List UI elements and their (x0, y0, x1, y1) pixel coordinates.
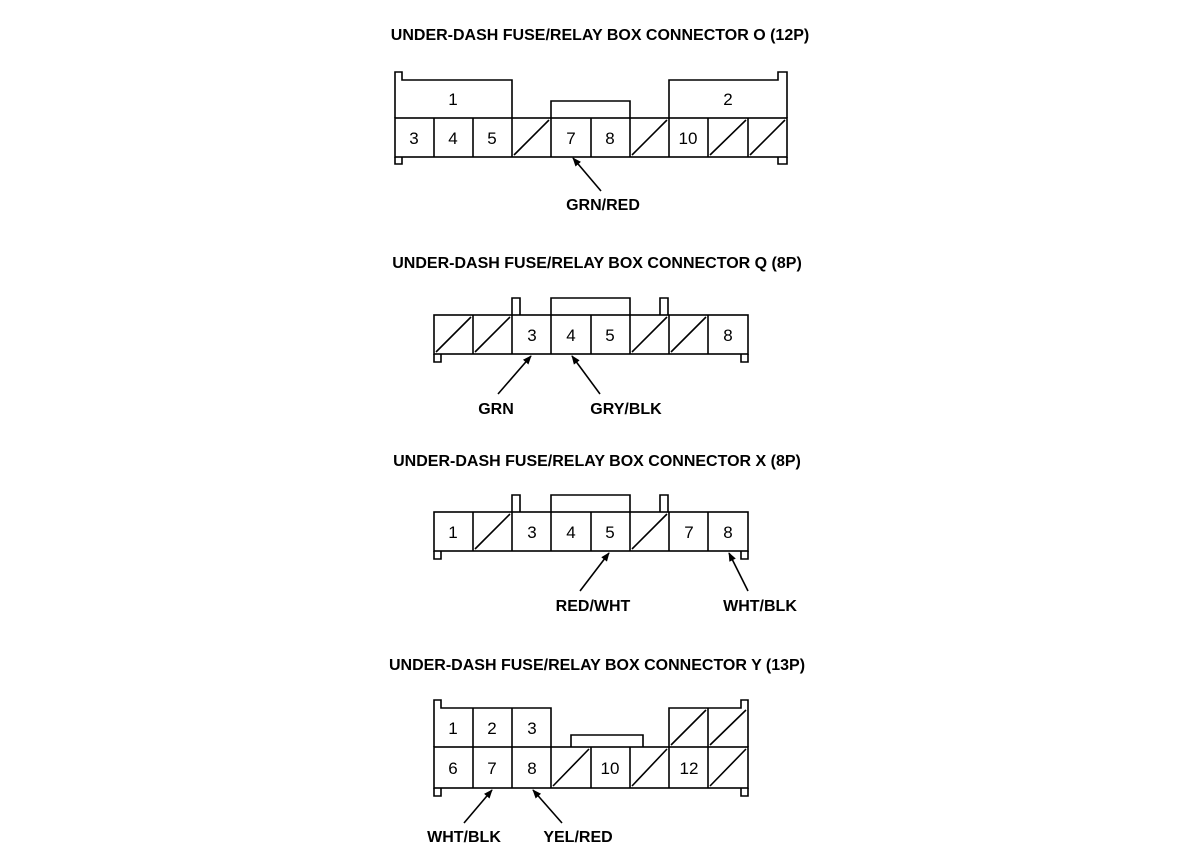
wire-arrow (573, 158, 601, 191)
wire-label: YEL/RED (543, 829, 613, 846)
pin-label: 7 (684, 523, 694, 542)
pin-label: 7 (487, 759, 497, 778)
pin-label: 3 (527, 719, 537, 738)
wire-label: WHT/BLK (723, 598, 797, 615)
connector-q (392, 255, 802, 418)
pin-label: 5 (605, 326, 615, 345)
pin-label: 8 (723, 523, 733, 542)
pin-label: 8 (527, 759, 537, 778)
wire-label: GRN/RED (566, 197, 640, 214)
connector-o (391, 27, 809, 214)
pin-label: 7 (566, 129, 576, 148)
connector-y-title: UNDER-DASH FUSE/RELAY BOX CONNECTOR Y (13P) (388, 657, 806, 674)
pin-label: 8 (605, 129, 615, 148)
wire-arrow (498, 356, 531, 394)
wire-arrow (580, 553, 609, 591)
pin-label: 1 (448, 719, 458, 738)
pin-label: 1 (448, 523, 458, 542)
pin-label: 1 (448, 90, 458, 109)
pin-label: 12 (679, 759, 699, 778)
connector-q-title: UNDER-DASH FUSE/RELAY BOX CONNECTOR Q (8P) (392, 255, 802, 272)
pin-label: 3 (527, 523, 537, 542)
pin-label: 6 (448, 759, 458, 778)
pin-label: 8 (723, 326, 733, 345)
pin-label: 2 (487, 719, 497, 738)
wire-label: GRN (478, 401, 514, 418)
pin-label: 4 (566, 523, 576, 542)
pin-label: 3 (409, 129, 419, 148)
connector-y (389, 657, 805, 846)
pin-label: 4 (566, 326, 576, 345)
wire-arrow (533, 790, 562, 823)
wire-label: WHT/BLK (427, 829, 501, 846)
connector-o-title: UNDER-DASH FUSE/RELAY BOX CONNECTOR O (12P) (390, 27, 810, 44)
pin-label: 2 (723, 90, 733, 109)
pin-label: 5 (605, 523, 615, 542)
pin-label: 5 (487, 129, 497, 148)
pin-label: 10 (600, 759, 620, 778)
connector-x (393, 453, 801, 615)
pin-label: 3 (527, 326, 537, 345)
wire-label: RED/WHT (555, 598, 631, 615)
wire-arrow (464, 790, 492, 823)
pin-label: 10 (678, 129, 698, 148)
connector-x-title: UNDER-DASH FUSE/RELAY BOX CONNECTOR X (8P) (393, 453, 801, 470)
wire-arrow (572, 356, 600, 394)
pin-label: 4 (448, 129, 458, 148)
wire-label: GRY/BLK (590, 401, 662, 418)
